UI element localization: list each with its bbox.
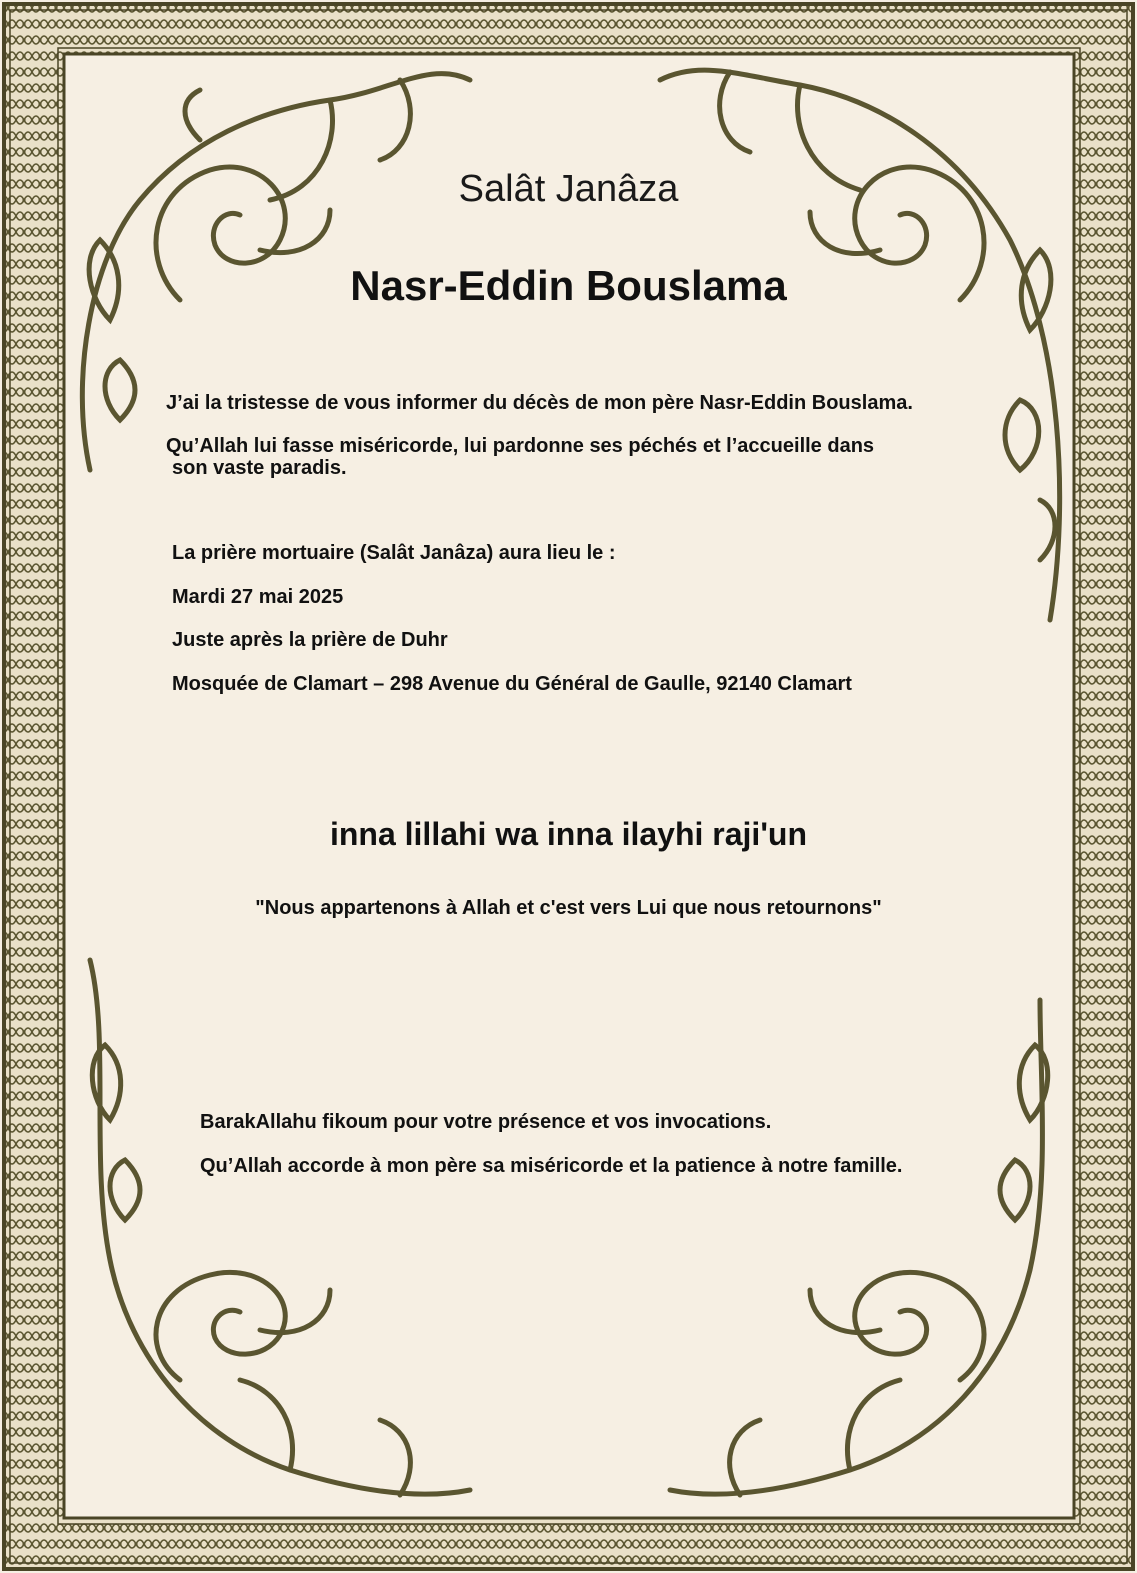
- prayer-location: Mosquée de Clamart – 298 Avenue du Général de Gaulle, 92140 Clamart: [172, 673, 852, 695]
- intro-line-1: J’ai la tristesse de vous informer du décès de mon père Nasr-Eddin Bouslama.: [166, 392, 913, 414]
- notice-subtitle: Salât Janâza: [458, 168, 679, 210]
- verse-translation: "Nous appartenons à Allah et c'est vers Lui que nous retournons": [255, 897, 882, 919]
- prayer-intro: La prière mortuaire (Salât Janâza) aura lieu le :: [172, 542, 616, 564]
- verse-transliteration: inna lillahi wa inna ilayhi raji'un: [329, 816, 808, 852]
- intro-line-2b: son vaste paradis.: [172, 457, 347, 479]
- closing-line-1: BarakAllahu fikoum pour votre présence et vos invocations.: [200, 1111, 772, 1133]
- intro-line-2a: Qu’Allah lui fasse miséricorde, lui pardonne ses péchés et l’accueille dans: [166, 435, 875, 457]
- prayer-time: Juste après la prière de Duhr: [172, 629, 448, 651]
- deceased-name: Nasr-Eddin Bouslama: [350, 262, 787, 309]
- closing-line-2: Qu’Allah accorde à mon père sa miséricorde et la patience à notre famille.: [200, 1155, 903, 1177]
- prayer-date: Mardi 27 mai 2025: [172, 586, 344, 608]
